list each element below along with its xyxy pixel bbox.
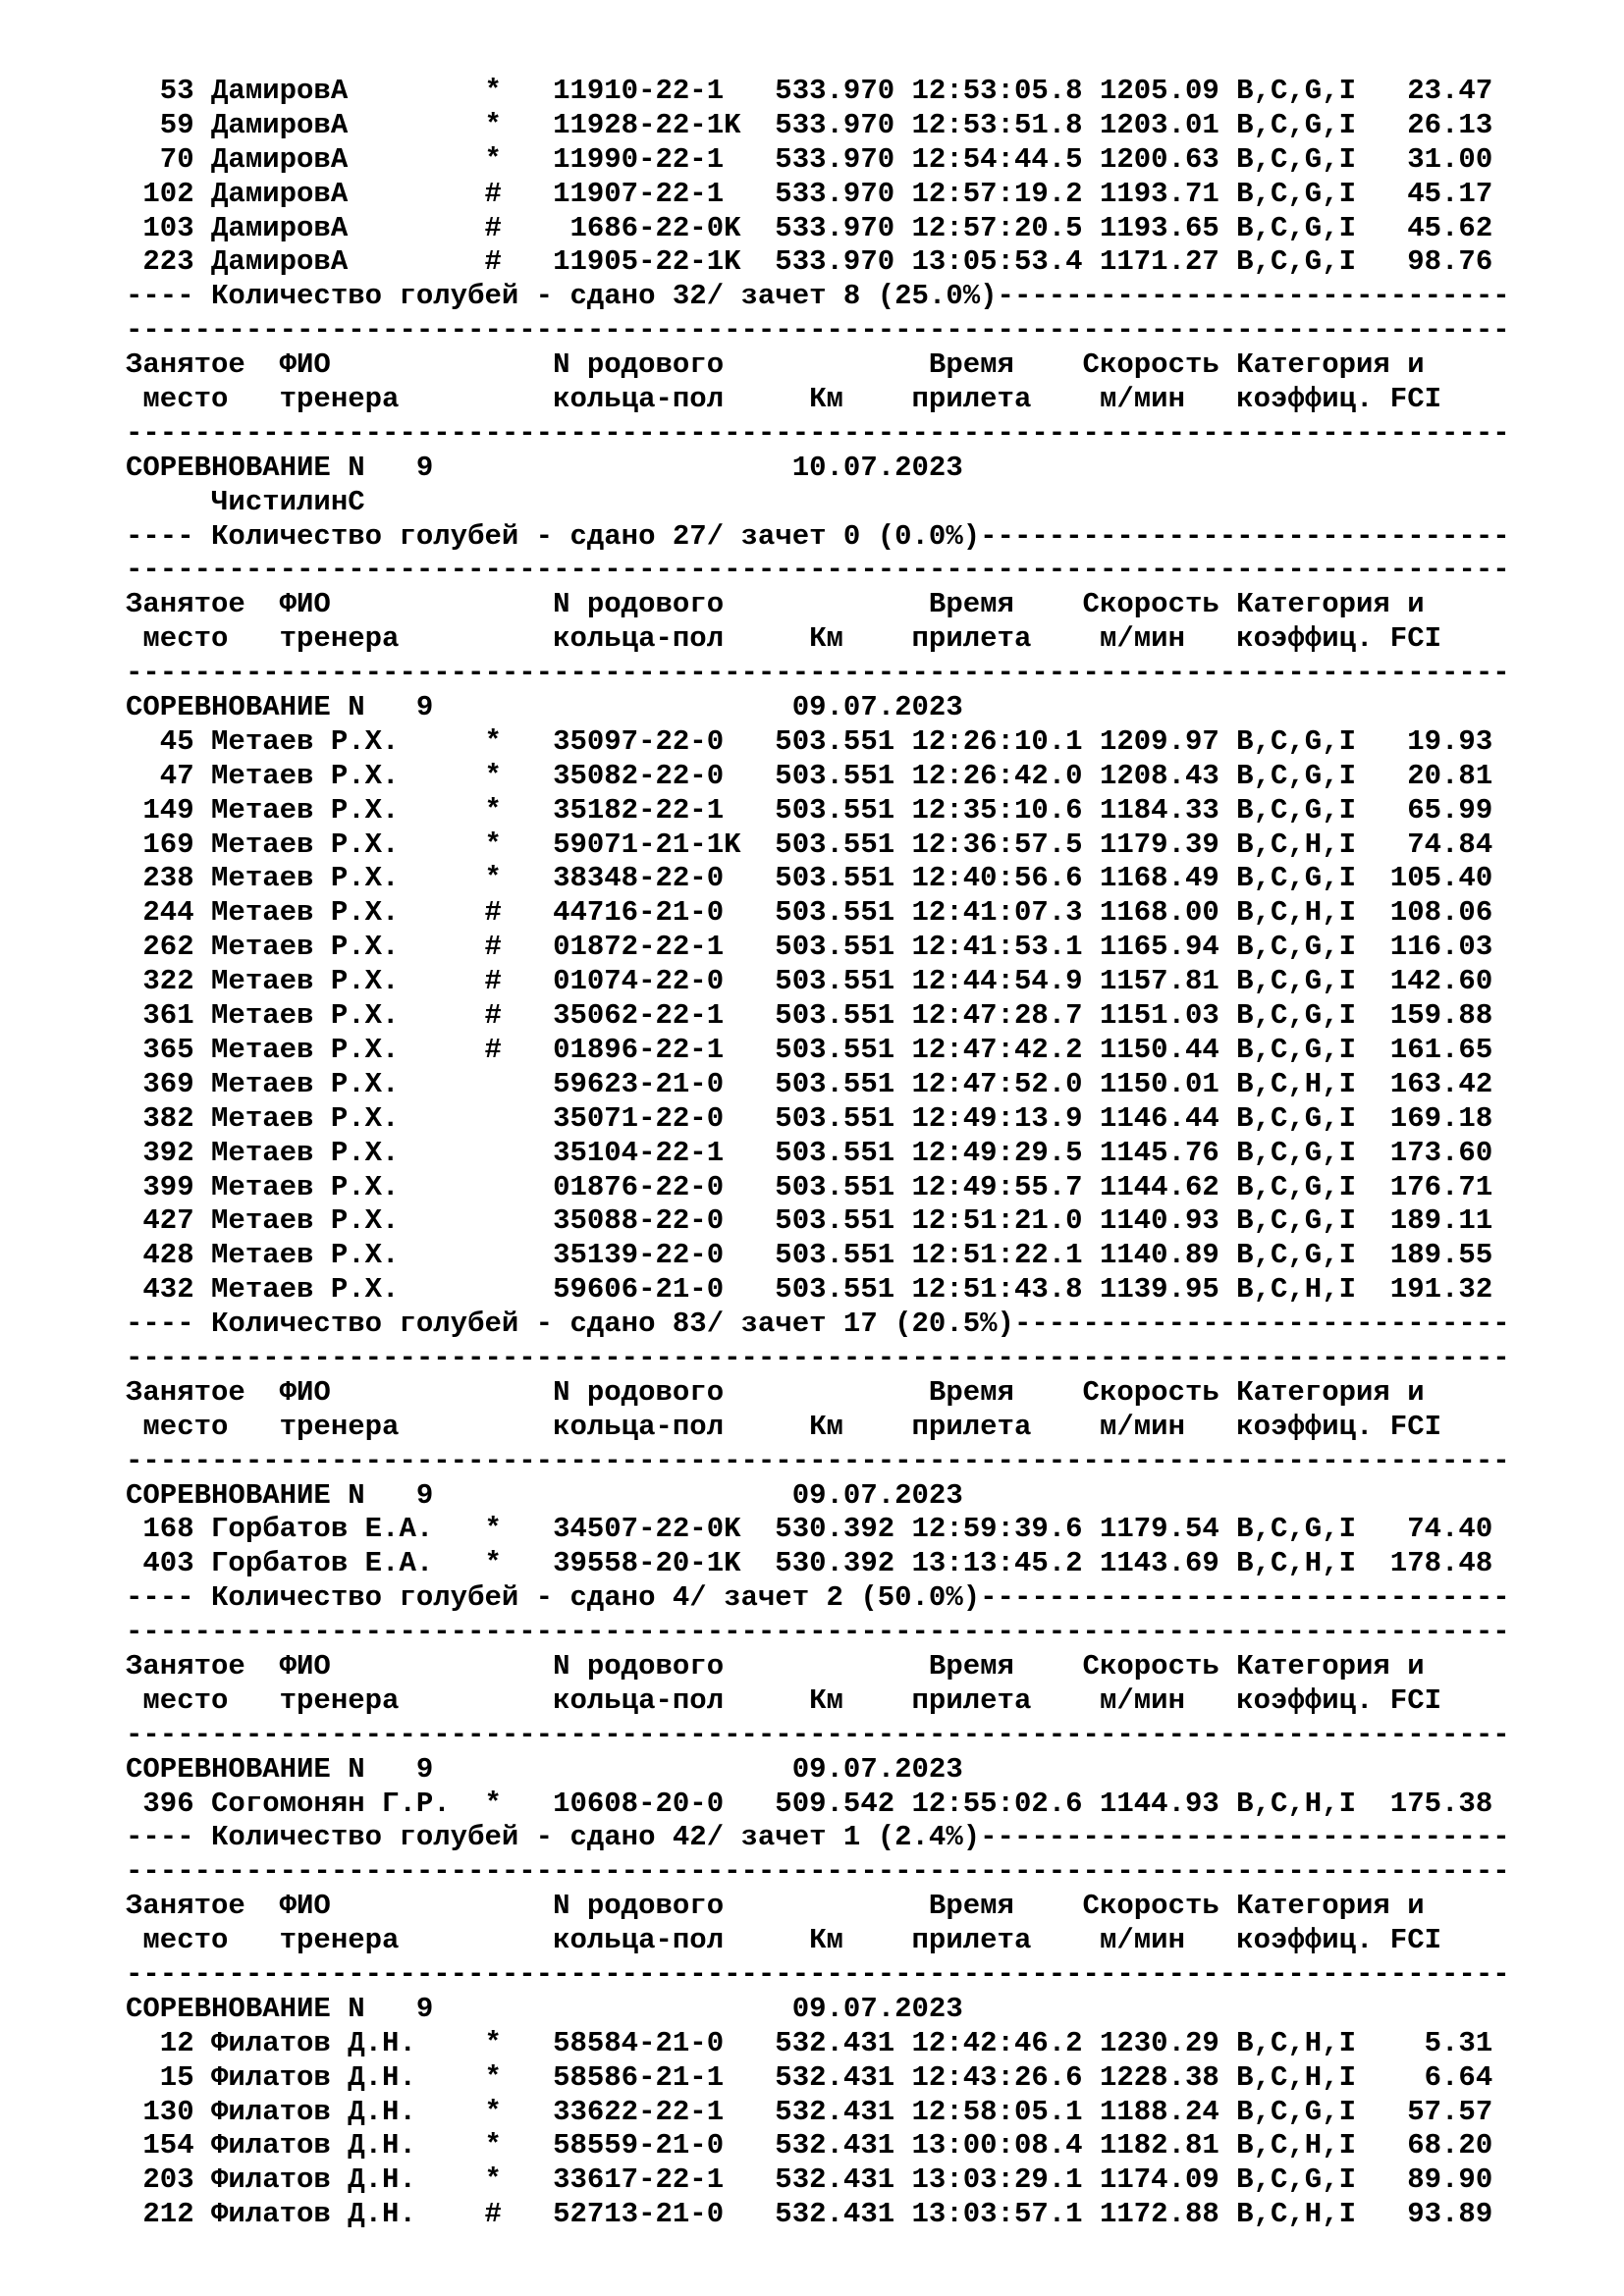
separator-line: ---------------------------------------------------------------------------------	[126, 554, 1510, 587]
separator-line: ---------------------------------------------------------------------------------	[126, 314, 1510, 347]
column-header: место тренера кольца-пол Км прилета м/мин коэффиц. FCI	[126, 1410, 1442, 1443]
column-header: Занятое ФИО N родового Время Скорость Категория и	[126, 1890, 1425, 1923]
result-row: 45 Метаев Р.Х. * 35097-22-0 503.551 12:26:10.1 1209.97 B,C,G,I 19.93	[126, 724, 1493, 758]
result-row: 130 Филатов Д.Н. * 33622-22-1 532.431 12:58:05.1 1188.24 B,C,G,I 57.57	[126, 2095, 1493, 2128]
result-row: 369 Метаев Р.Х. 59623-21-0 503.551 12:47:52.0 1150.01 B,C,H,I 163.42	[126, 1067, 1493, 1100]
result-row: 203 Филатов Д.Н. * 33617-22-1 532.431 13:03:29.1 1174.09 B,C,G,I 89.90	[126, 2163, 1493, 2197]
result-row: 103 ДамировА # 1686-22-0K 533.970 12:57:20.5 1193.65 B,C,G,I 45.62	[126, 211, 1493, 244]
result-row: 322 Метаев Р.Х. # 01074-22-0 503.551 12:44:54.9 1157.81 B,C,G,I 142.60	[126, 965, 1493, 998]
separator-line: ---------------------------------------------------------------------------------	[126, 1957, 1510, 1991]
competition-header: СОРЕВНОВАНИЕ N 9 10.07.2023	[126, 451, 963, 484]
result-row: 361 Метаев Р.Х. # 35062-22-1 503.551 12:47:28.7 1151.03 B,C,G,I 159.88	[126, 999, 1493, 1033]
summary-line: ---- Количество голубей - сдано 32/ зачет 8 (25.0%)------------------------------	[126, 280, 1510, 313]
separator-line: ---------------------------------------------------------------------------------	[126, 1341, 1510, 1374]
column-header: Занятое ФИО N родового Время Скорость Категория и	[126, 588, 1425, 621]
result-row: 428 Метаев Р.Х. 35139-22-0 503.551 12:51:22.1 1140.89 B,C,G,I 189.55	[126, 1239, 1493, 1272]
result-row: 212 Филатов Д.Н. # 52713-21-0 532.431 13:03:57.1 1172.88 B,C,H,I 93.89	[126, 2198, 1493, 2231]
result-row: 399 Метаев Р.Х. 01876-22-0 503.551 12:49:55.7 1144.62 B,C,G,I 176.71	[126, 1170, 1493, 1203]
column-header: место тренера кольца-пол Км прилета м/мин коэффиц. FCI	[126, 1683, 1442, 1717]
column-header: Занятое ФИО N родового Время Скорость Категория и	[126, 1375, 1425, 1409]
result-row: 365 Метаев Р.Х. # 01896-22-1 503.551 12:47:42.2 1150.44 B,C,G,I 161.65	[126, 1033, 1493, 1066]
separator-line: ---------------------------------------------------------------------------------	[126, 657, 1510, 690]
separator-line: ---------------------------------------------------------------------------------	[126, 416, 1510, 450]
result-row: 47 Метаев Р.Х. * 35082-22-0 503.551 12:26:42.0 1208.43 B,C,G,I 20.81	[126, 759, 1493, 792]
competition-header: СОРЕВНОВАНИЕ N 9 09.07.2023	[126, 1478, 963, 1512]
result-row: 70 ДамировА * 11990-22-1 533.970 12:54:44.5 1200.63 B,C,G,I 31.00	[126, 142, 1493, 176]
result-row: 102 ДамировА # 11907-22-1 533.970 12:57:19.2 1193.71 B,C,G,I 45.17	[126, 177, 1493, 210]
summary-line: ---- Количество голубей - сдано 4/ зачет 2 (50.0%)-------------------------------	[126, 1581, 1510, 1615]
result-row: 238 Метаев Р.Х. * 38348-22-0 503.551 12:40:56.6 1168.49 B,C,G,I 105.40	[126, 862, 1493, 895]
separator-line: ---------------------------------------------------------------------------------	[126, 1616, 1510, 1649]
competition-header: СОРЕВНОВАНИЕ N 9 09.07.2023	[126, 1992, 963, 2025]
result-row: 154 Филатов Д.Н. * 58559-21-0 532.431 13:00:08.4 1182.81 B,C,H,I 68.20	[126, 2129, 1493, 2163]
separator-line: ---------------------------------------------------------------------------------	[126, 1718, 1510, 1751]
result-row: 169 Метаев Р.Х. * 59071-21-1K 503.551 12:36:57.5 1179.39 B,C,H,I 74.84	[126, 828, 1493, 861]
result-row: 12 Филатов Д.Н. * 58584-21-0 532.431 12:42:46.2 1230.29 B,C,H,I 5.31	[126, 2026, 1493, 2059]
summary-line: ---- Количество голубей - сдано 42/ зачет 1 (2.4%)-------------------------------	[126, 1821, 1510, 1854]
result-row: 59 ДамировА * 11928-22-1K 533.970 12:53:51.8 1203.01 B,C,G,I 26.13	[126, 108, 1493, 141]
separator-line: ---------------------------------------------------------------------------------	[126, 1855, 1510, 1889]
column-header: место тренера кольца-пол Км прилета м/мин коэффиц. FCI	[126, 383, 1442, 416]
results-printout	[126, 75, 1618, 2232]
summary-line: ---- Количество голубей - сдано 27/ зачет 0 (0.0%)-------------------------------	[126, 519, 1510, 553]
separator-line: ---------------------------------------------------------------------------------	[126, 1444, 1510, 1477]
result-row: 244 Метаев Р.Х. # 44716-21-0 503.551 12:41:07.3 1168.00 B,C,H,I 108.06	[126, 896, 1493, 930]
column-header: Занятое ФИО N родового Время Скорость Категория и	[126, 1649, 1425, 1682]
result-row: 15 Филатов Д.Н. * 58586-21-1 532.431 12:43:26.6 1228.38 B,C,H,I 6.64	[126, 2060, 1493, 2094]
column-header: место тренера кольца-пол Км прилета м/мин коэффиц. FCI	[126, 622, 1442, 656]
result-row: 403 Горбатов Е.А. * 39558-20-1K 530.392 13:13:45.2 1143.69 B,C,H,I 178.48	[126, 1547, 1493, 1580]
result-row: 427 Метаев Р.Х. 35088-22-0 503.551 12:51:21.0 1140.93 B,C,G,I 189.11	[126, 1204, 1493, 1238]
competition-header: СОРЕВНОВАНИЕ N 9 09.07.2023	[126, 1752, 963, 1786]
result-row: 53 ДамировА * 11910-22-1 533.970 12:53:05.8 1205.09 B,C,G,I 23.47	[126, 75, 1493, 107]
result-row: 392 Метаев Р.Х. 35104-22-1 503.551 12:49:29.5 1145.76 B,C,G,I 173.60	[126, 1136, 1493, 1169]
column-header: место тренера кольца-пол Км прилета м/мин коэффиц. FCI	[126, 1924, 1442, 1957]
result-row: 262 Метаев Р.Х. # 01872-22-1 503.551 12:41:53.1 1165.94 B,C,G,I 116.03	[126, 931, 1493, 964]
summary-line: ---- Количество голубей - сдано 83/ зачет 17 (20.5%)-----------------------------	[126, 1308, 1510, 1341]
result-row: 223 ДамировА # 11905-22-1K 533.970 13:05:53.4 1171.27 B,C,G,I 98.76	[126, 245, 1493, 279]
text-line: ЧистилинС	[126, 485, 365, 518]
result-row: 168 Горбатов Е.А. * 34507-22-0K 530.392 12:59:39.6 1179.54 B,C,G,I 74.40	[126, 1513, 1493, 1546]
result-row: 432 Метаев Р.Х. 59606-21-0 503.551 12:51:43.8 1139.95 B,C,H,I 191.32	[126, 1273, 1493, 1307]
competition-header: СОРЕВНОВАНИЕ N 9 09.07.2023	[126, 691, 963, 724]
column-header: Занятое ФИО N родового Время Скорость Категория и	[126, 348, 1425, 382]
result-row: 396 Согомонян Г.Р. * 10608-20-0 509.542 12:55:02.6 1144.93 B,C,H,I 175.38	[126, 1787, 1493, 1820]
result-row: 382 Метаев Р.Х. 35071-22-0 503.551 12:49:13.9 1146.44 B,C,G,I 169.18	[126, 1101, 1493, 1135]
result-row: 149 Метаев Р.Х. * 35182-22-1 503.551 12:35:10.6 1184.33 B,C,G,I 65.99	[126, 793, 1493, 827]
